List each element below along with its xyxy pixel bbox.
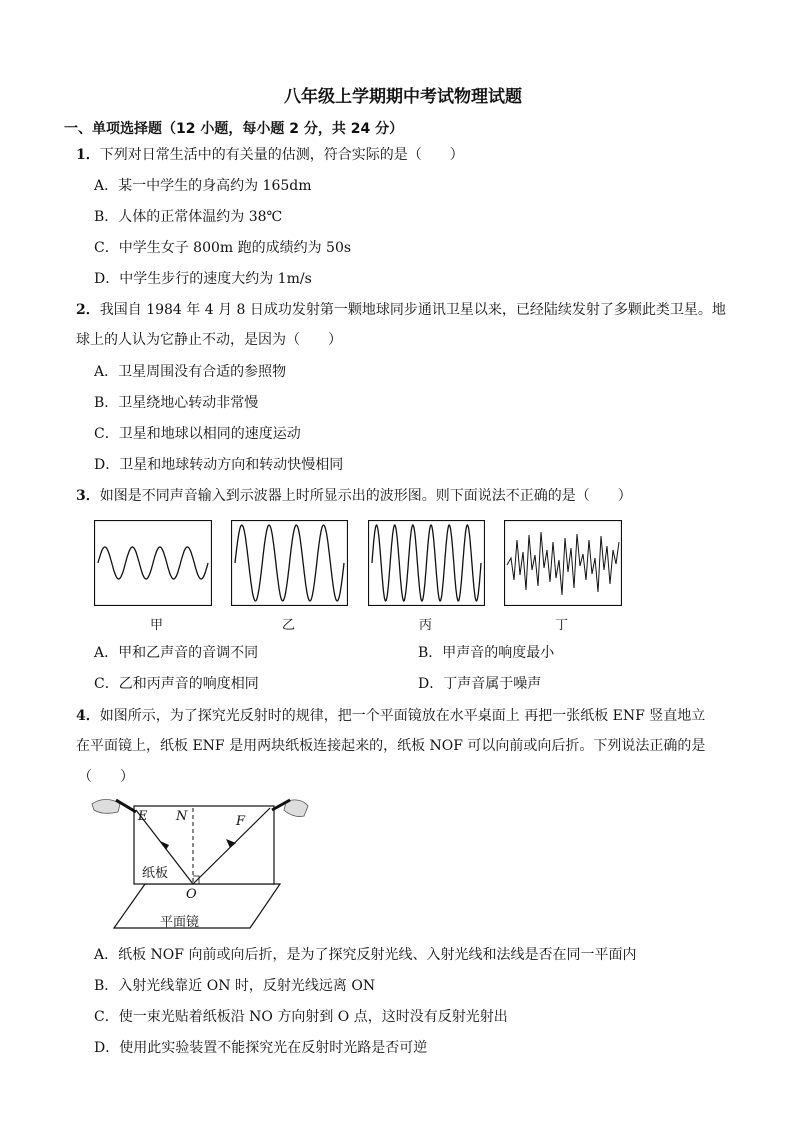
label-N: N [176, 809, 188, 824]
q2-option-c: C．卫星和地球以相同的速度运动 [94, 426, 301, 442]
question-1 [76, 146, 464, 164]
q3-option-d: D．丁声音属于噪声 [418, 676, 542, 692]
label-mirror: 平面镜 [160, 915, 200, 930]
q1-option-d: D．中学生步行的速度大约为 1m/s [94, 271, 312, 287]
q2-option-a: A．卫星周围没有合适的参照物 [94, 364, 287, 380]
question-number: 3． [76, 488, 100, 504]
label-E: E [138, 809, 148, 824]
waveform-ding [504, 520, 622, 606]
q3-option-b: B．甲声音的响度最小 [418, 645, 555, 661]
question-stem: 我国自 1984 年 4 月 8 日成功发射第一颗地球同步通讯卫星以来，已经陆续发射了多颗此类卫星。地 [99, 302, 726, 318]
question-stem: 如图是不同声音输入到示波器上时所显示出的波形图。则下面说法不正确的是（ ） [99, 488, 632, 504]
question-2-line2: 球上的人认为它静止不动，是因为（ ） [76, 332, 342, 348]
question-4-line2: 在平面镜上，纸板 ENF 是用两块纸板连接起来的，纸板 NOF 可以向前或向后折。下列说法正确的是 [76, 738, 706, 754]
q2-option-b: B．卫星绕地心转动非常慢 [94, 395, 259, 411]
q1-option-c: C．中学生女子 800m 跑的成绩约为 50s [94, 240, 352, 256]
label-board: 纸板 [142, 866, 169, 881]
question-2 [76, 301, 726, 319]
wave-label-yi: 乙 [282, 618, 296, 633]
label-F: F [236, 814, 246, 829]
reflection-diagram [90, 796, 310, 936]
waveform-bing [368, 520, 485, 606]
question-3 [76, 487, 632, 505]
question-stem: 下列对日常生活中的有关量的估测，符合实际的是（ ） [99, 147, 464, 163]
q4-option-c: C．使一束光贴着纸板沿 NO 方向射到 O 点，这时没有反射光射出 [94, 1009, 508, 1025]
label-O: O [186, 887, 197, 902]
question-4-line3: （ ） [78, 769, 134, 785]
question-number: 4． [76, 708, 100, 724]
q3-option-c: C．乙和丙声音的响度相同 [94, 676, 259, 692]
q1-option-b: B．人体的正常体温约为 38℃ [94, 209, 283, 225]
section-header: 一、单项选择题（12 小题，每小题 2 分，共 24 分） [64, 121, 404, 137]
q4-option-b: B．入射光线靠近 ON 时，反射光线远离 ON [94, 978, 376, 994]
right-hand-laser-icon [272, 800, 308, 817]
q3-option-a: A．甲和乙声音的音调不同 [94, 645, 259, 661]
q2-option-d: D．卫星和地球转动方向和转动快慢相同 [94, 457, 344, 473]
q4-option-a: A．纸板 NOF 向前或向后折，是为了探究反射光线、入射光线和法线是否在同一平面内 [94, 947, 637, 963]
page-title: 八年级上学期期中考试物理试题 [284, 87, 522, 107]
waveform-jia [94, 520, 212, 606]
q1-option-a: A．某一中学生的身高约为 165dm [94, 178, 312, 194]
left-hand-laser-icon [92, 800, 136, 814]
wave-label-jia: 甲 [150, 618, 164, 633]
wave-label-ding: 丁 [555, 618, 569, 633]
q4-option-d: D．使用此实验装置不能探究光在反射时光路是否可逆 [94, 1040, 428, 1056]
waveform-yi [231, 520, 348, 606]
question-stem: 如图所示，为了探究光反射时的规律，把一个平面镜放在水平桌面上 再把一张纸板 ENF 竖直地立 [99, 708, 706, 724]
wave-label-bing: 丙 [419, 618, 433, 633]
question-4 [76, 707, 705, 725]
question-number: 1． [76, 147, 100, 163]
question-number: 2． [76, 302, 100, 318]
